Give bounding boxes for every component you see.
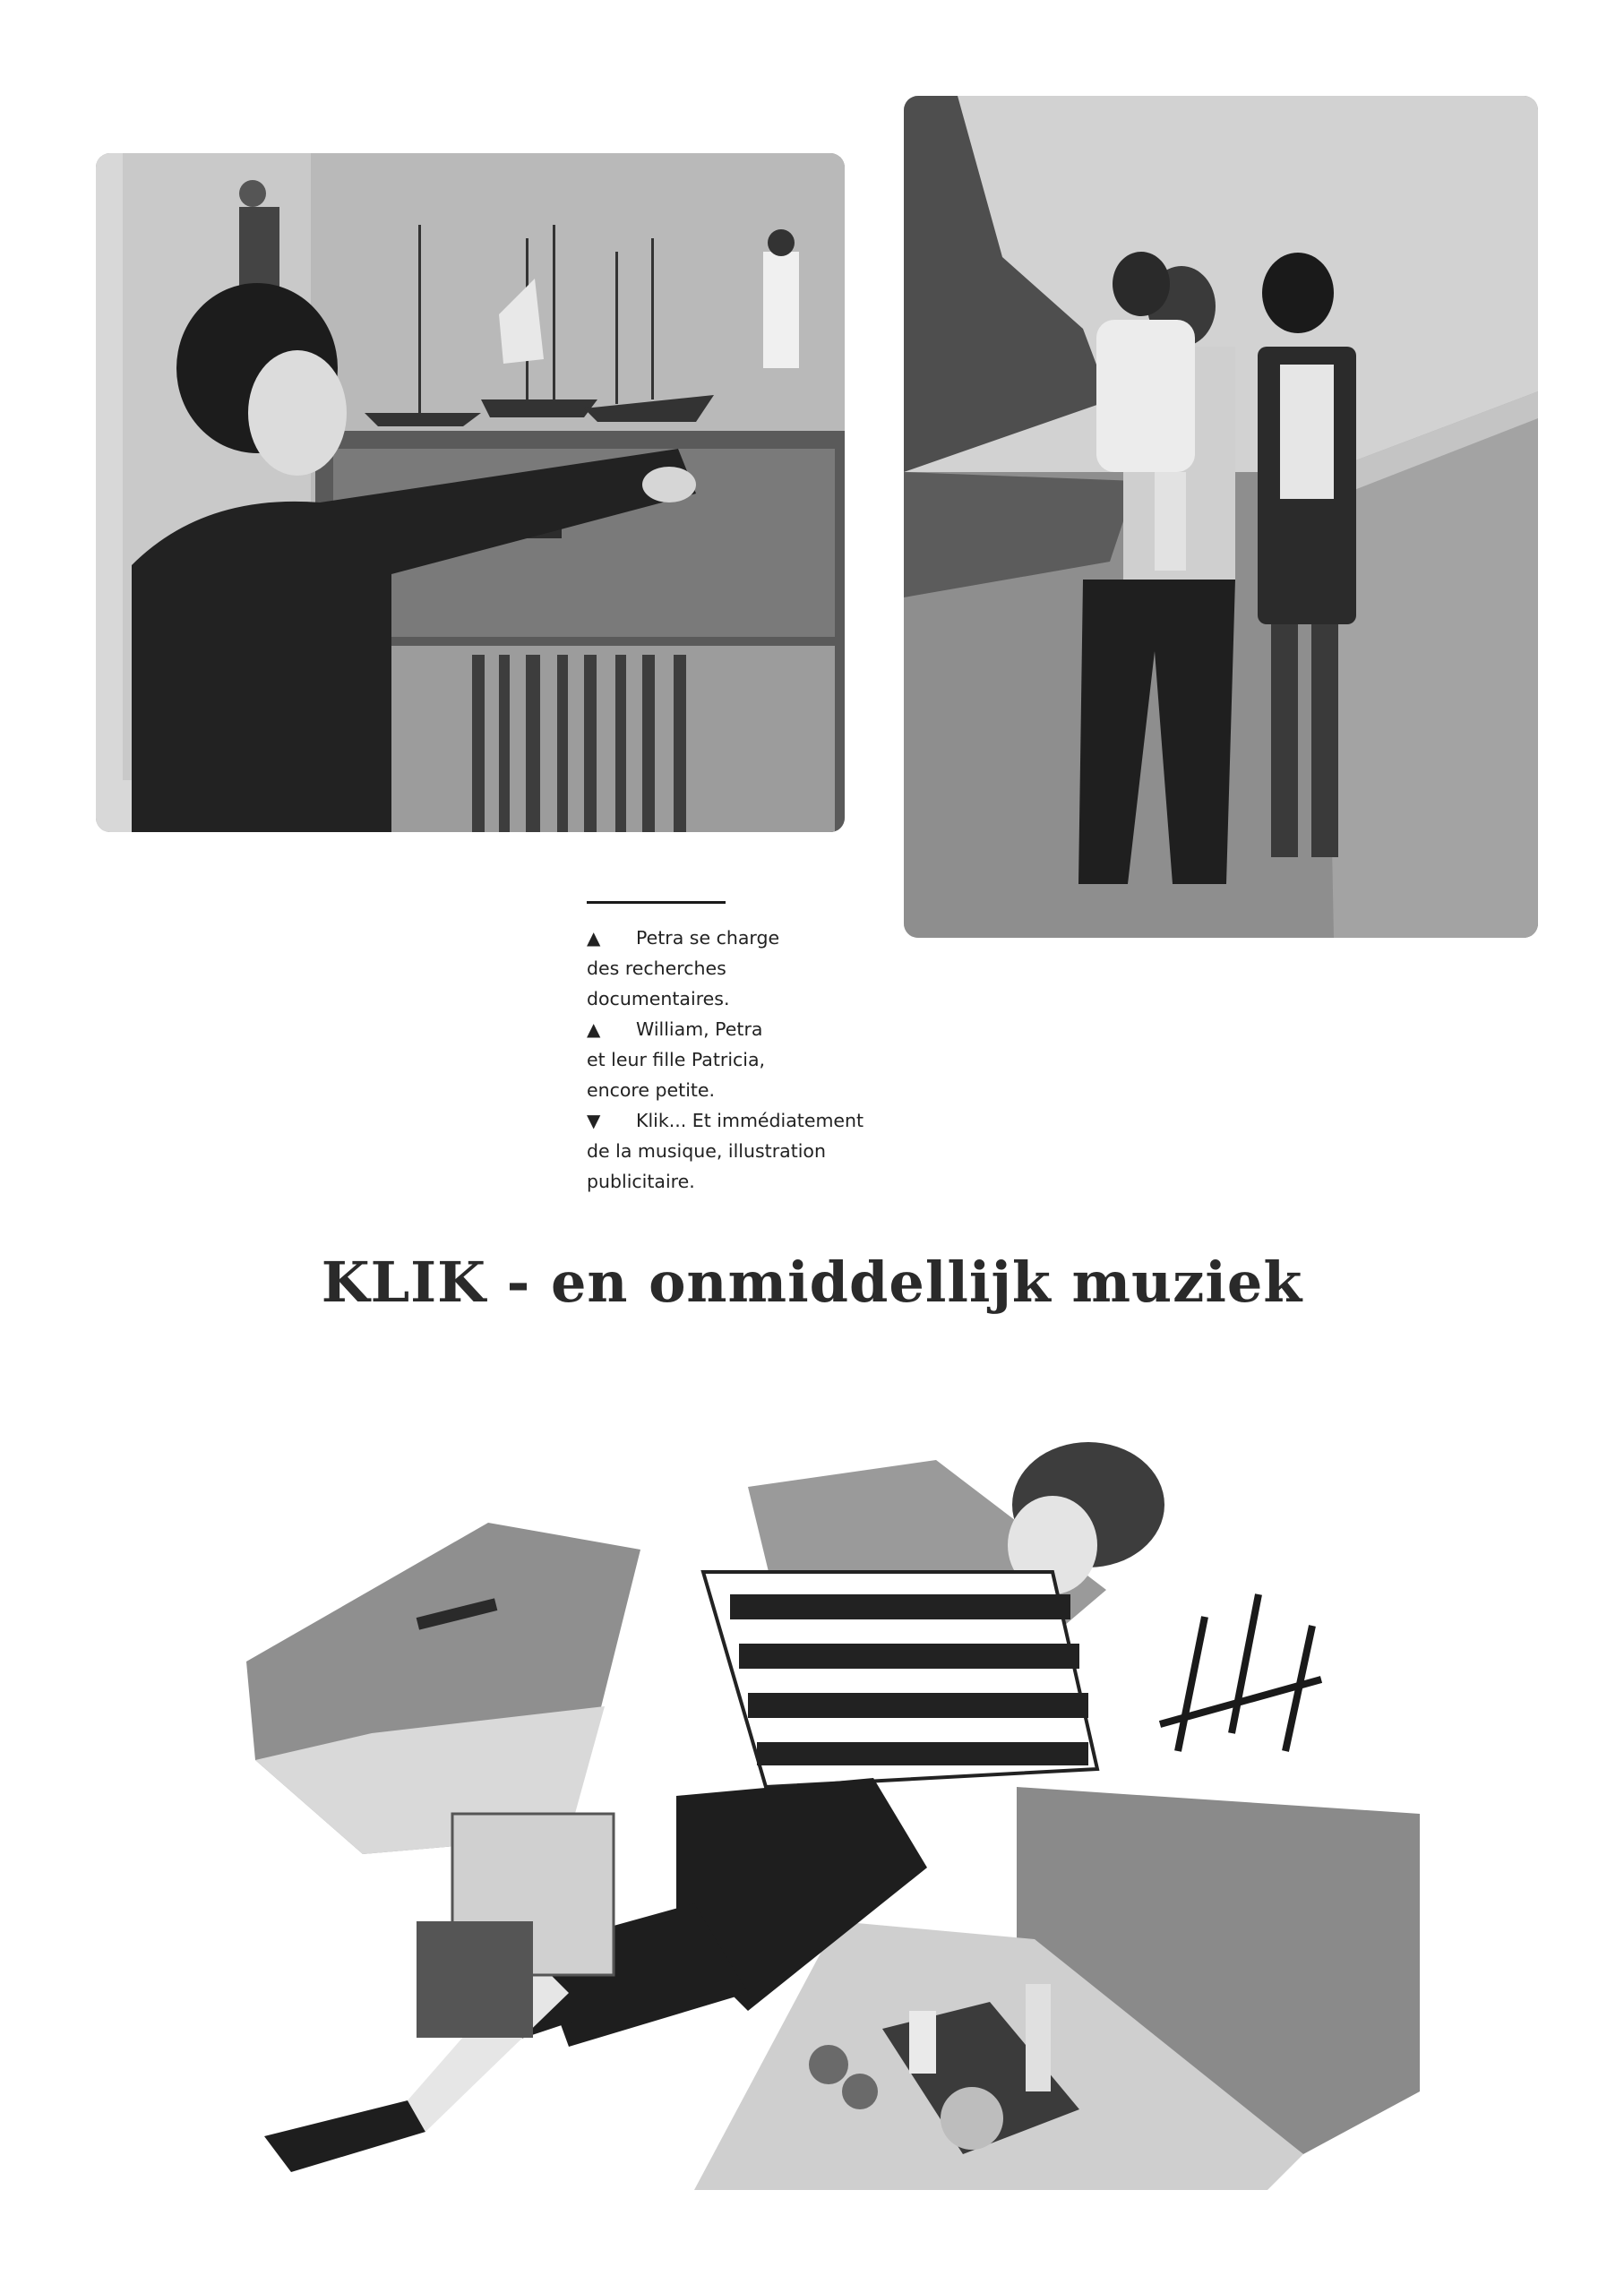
ad-illustration [193,1366,1420,2190]
triangle-up-icon: ▲ [587,927,601,949]
caption-item-3 [587,1105,891,1197]
caption-line: Klik... Et immédiatement [636,1110,864,1131]
caption-item-1 [587,923,891,1014]
caption-line: et leur fille Patricia, [587,1049,766,1070]
ad-heading: KLIK - en onmiddellijk muziek [321,1250,1303,1315]
caption-line: Petra se charge [636,927,780,949]
caption-line: des recherches [587,958,726,979]
photo-woman-bookshelf [96,153,845,832]
caption-item-2 [587,1014,891,1105]
caption-line: de la musique, illustration [587,1140,826,1162]
caption-line: documentaires. [587,988,730,1009]
photo-family-seaside [904,96,1538,938]
photo-captions [587,923,891,1197]
triangle-down-icon: ▼ [587,1110,601,1131]
caption-line: encore petite. [587,1079,716,1101]
caption-rule [587,901,726,904]
triangle-up-icon: ▲ [587,1018,601,1040]
caption-line: publicitaire. [587,1171,695,1192]
caption-line: William, Petra [636,1018,763,1040]
